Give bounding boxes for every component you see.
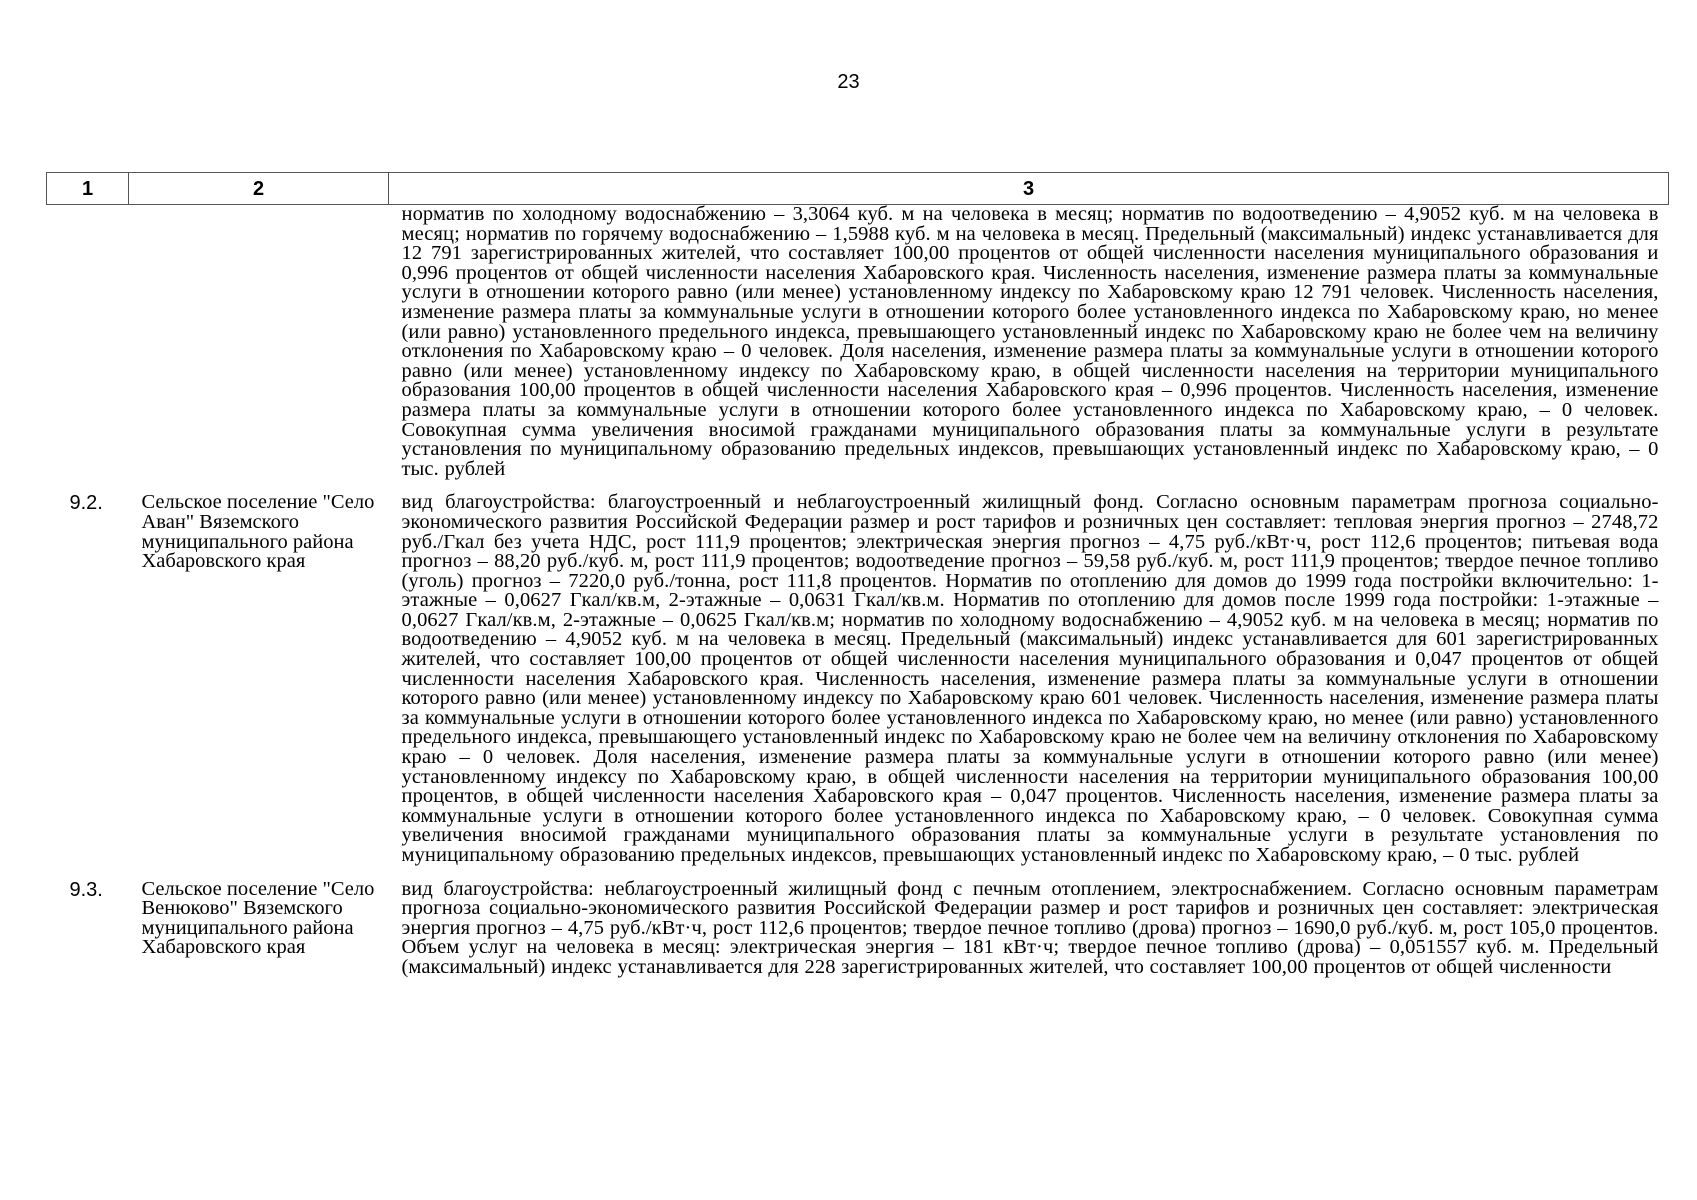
column-header-2: 2 xyxy=(129,173,389,205)
row-description: вид благоустройства: благоустроенный и неблагоустроенный жилищный фонд. Согласно основным параметрам прогноза социально-экономического развития Российской Федерации размер и рост тарифов и розничных цен составляет: тепловая энергия прогноз – 2748,72 руб./Гкал без учета НДС, рост 111,9 процентов; электрическая энергия прогноз – 4,75 руб./кВт·ч, рост 112,6 процентов; питьевая вода прогноз – 88,20 руб./куб. м, рост 111,9 процентов; водоотведение прогноз – 59,58 руб./куб. м, рост 111,9 процентов; твердое печное топливо (уголь) прогноз – 7220,0 руб./тонна, рост 111,8 процентов. Норматив по отоплению для домов до 1999 года постройки включительно: 1-этажные – 0,0627 Гкал/кв.м, 2-этажные – 0,0631 Гкал/кв.м. Норматив по отоплению для домов после 1999 года постройки: 1-этажные – 0,0627 Гкал/кв.м, 2-этажные – 0,0625 Гкал/кв.м; норматив по холодному водоснабжению – 4,9052 куб. м на человека в месяц; норматив по водоотведению – 4,9052 куб. м на человека в месяц. Предельный (максимальный) индекс устанавливается для 601 зарегистрированных жителей, что составляет 100,00 процентов от общей численности населения муниципального образования и 0,047 процентов от общей численности населения Хабаровского края. Численность населения, изменение размера платы за коммунальные услуги в отношении которого равно (или менее) установленному индексу по Хабаровскому краю 601 человек. Численность населения, изменение размера платы за коммунальные услуги в отношении которого более установленного индекса по Хабаровскому краю, но менее (или равно) установленного предельного индекса, превышающего установленный индекс по Хабаровскому краю не более чем на величину отклонения по Хабаровскому краю – 0 человек. Доля населения, изменение размера платы за коммунальные услуги в отношении которого равно (или менее) установленному индексу по Хабаровскому краю, в общей численности населения на территории муниципального образования 100,00 процентов, в общей численности населения Хабаровского края – 0,047 процентов. Численность населения, изменение размера платы за коммунальные услуги в отношении которого более установленного индекса по Хабаровскому краю, – 0 человек. Совокупная сумма увеличения вносимой гражданами муниципального образования платы за коммунальные услуги в результате установления по муниципальному образованию предельных индексов, превышающих установленный индекс по Хабаровскому краю, – 0 тыс. рублей xyxy=(401,491,1659,866)
municipality-name: Сельское поселение "Село Венюково" Вяземского муниципального района Хабаровского края xyxy=(141,877,375,959)
table-row-continuation xyxy=(47,205,1669,480)
municipality-name: Сельское поселение "Село Аван" Вяземского муниципального района Хабаровского края xyxy=(141,491,375,573)
table-row-9-3 xyxy=(47,880,1669,978)
row-number: 9.3. xyxy=(69,878,103,901)
page-number: 23 xyxy=(837,71,860,93)
municipality-name xyxy=(129,205,389,480)
row-number: 9.2. xyxy=(69,492,103,515)
column-header-1: 1 xyxy=(47,173,129,205)
table-row-9-2 xyxy=(47,493,1669,865)
row-description: вид благоустройства: неблагоустроенный жилищный фонд с печным отоплением, электроснабжением. Согласно основным параметрам прогноза социально-экономического развития Российской Федерации размер и рост тарифов и розничных цен составляет: электрическая энергия прогноз – 4,75 руб./кВт·ч, рост 112,6 процентов; твердое печное топливо (дрова) прогноз – 1690,0 руб./куб. м, рост 105,0 процентов. Объем услуг на человека в месяц: электрическая энергия – 181 кВт·ч; твердое печное топливо (дрова) – 0,051557 куб. м. Предельный (максимальный) индекс устанавливается для 228 зарегистрированных жителей, что составляет 100,00 процентов от общей численности xyxy=(401,877,1659,978)
row-number xyxy=(47,205,129,480)
row-description: норматив по холодному водоснабжению – 3,3064 куб. м на человека в месяц; норматив по водоотведению – 4,9052 куб. м на человека в месяц; норматив по горячему водоснабжению – 1,5988 куб. м на человека в месяц. Предельный (максимальный) индекс устанавливается для 12 791 зарегистрированных жителей, что составляет 100,00 процентов от общей численности населения муниципального образования и 0,996 процентов от общей численности населения Хабаровского края. Численность населения, изменение размера платы за коммунальные услуги в отношении которого равно (или менее) установленному индексу по Хабаровскому краю 12 791 человек. Численность населения, изменение размера платы за коммунальные услуги в отношении которого более установленного индекса по Хабаровскому краю, но менее (или равно) установленного предельного индекса, превышающего установленный индекс по Хабаровскому краю не более чем на величину отклонения по Хабаровскому краю – 0 человек. Доля населения, изменение размера платы за коммунальные услуги в отношении которого равно (или менее) установленному индексу по Хабаровскому краю, в общей численности населения на территории муниципального образования 100,00 процентов в общей численности населения Хабаровского края – 0,996 процентов. Численность населения, изменение размера платы за коммунальные услуги в отношении которого более установленного индекса по Хабаровскому краю, – 0 человек. Совокупная сумма увеличения вносимой гражданами муниципального образования платы за коммунальные услуги в результате установления по муниципальному образованию предельных индексов, превышающих установленный индекс по Хабаровскому краю, – 0 тыс. рублей xyxy=(401,203,1659,480)
column-header-3: 3 xyxy=(389,173,1669,205)
tariff-index-table xyxy=(46,172,1669,978)
table-header-row xyxy=(47,173,1669,205)
